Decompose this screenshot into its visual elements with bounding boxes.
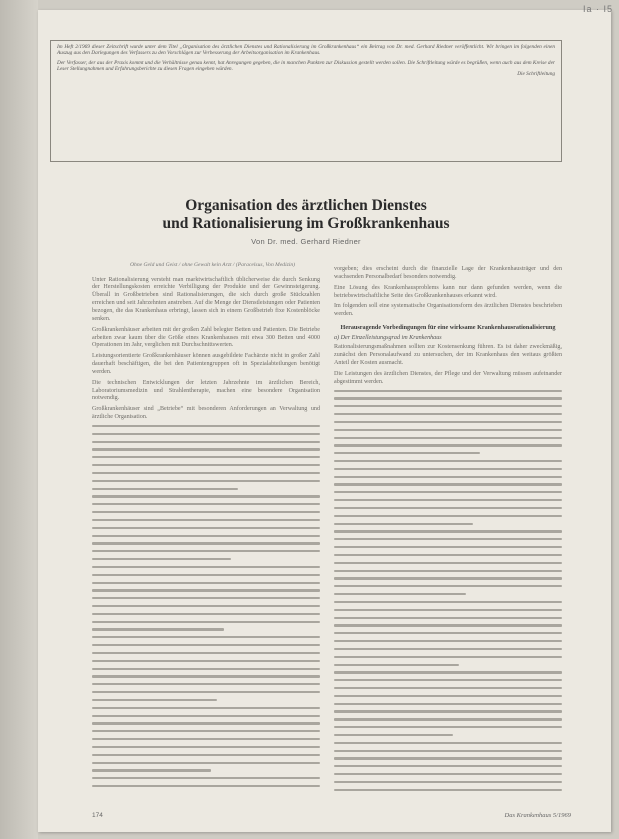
text-line bbox=[334, 679, 562, 681]
text-line bbox=[334, 687, 562, 689]
text-line bbox=[334, 397, 562, 399]
text-line bbox=[92, 566, 320, 568]
text-line bbox=[92, 660, 320, 662]
body-paragraph: Großkrankenhäuser arbeiten mit der großen Zahl belegter Betten und Patienten. Die Betriebe arbeiten zwar kaum über die Größe eines Krankenhauses mit etwa 300 Betten und 4000 Operationen im Jahr, verglichen mit Durchschnittswerten. bbox=[92, 326, 320, 349]
text-line bbox=[334, 695, 562, 697]
text-line bbox=[334, 515, 562, 517]
text-line bbox=[92, 519, 320, 521]
body-text-continuation bbox=[92, 425, 320, 787]
text-line bbox=[92, 762, 320, 764]
body-paragraph: Die Leistungen des ärztlichen Dienstes, der Pflege und der Verwaltung müssen aufeinander abgestimmt werden. bbox=[334, 370, 562, 385]
text-line bbox=[334, 624, 562, 626]
text-line bbox=[334, 523, 473, 525]
text-line bbox=[92, 699, 217, 701]
text-line bbox=[92, 527, 320, 529]
body-paragraph: Eine Lösung des Krankenhausproblems kann nur dann gefunden werden, wenn die betriebswirtschaftliche Seite des Großkrankenhauses erkannt wird. bbox=[334, 284, 562, 299]
editorial-note-box bbox=[50, 40, 562, 162]
text-line bbox=[334, 726, 562, 728]
body-paragraph: Die technischen Entwicklungen der letzten Jahrzehnte im ärztlichen Bereich, Laboratoriumsmedizin und Strahlentherapie, machen eine besondere Organisation notwendig. bbox=[92, 379, 320, 402]
text-line bbox=[92, 542, 320, 544]
text-line bbox=[92, 597, 320, 599]
body-paragraph: Leistungsorientierte Großkrankenhäuser können ausgebildete Fachärzte nicht in großer Zahl dauerhaft beschäftigen, die bei den Patientengruppen oft in Spezialabteilungen benötigt werden. bbox=[92, 353, 320, 375]
section-heading: Herausragende Vorbedingungen für eine wirksame Krankenhausrationalisierung bbox=[340, 324, 556, 332]
page-number: 174 bbox=[92, 812, 103, 819]
text-line bbox=[334, 460, 562, 462]
page-corner-mark: Ia · I5 bbox=[582, 4, 613, 14]
text-line bbox=[92, 715, 320, 717]
article-title bbox=[90, 197, 522, 233]
text-line bbox=[334, 577, 562, 579]
text-line bbox=[334, 499, 562, 501]
text-line bbox=[334, 530, 562, 532]
text-line bbox=[92, 605, 320, 607]
body-text-continuation bbox=[334, 390, 562, 791]
text-line bbox=[334, 734, 453, 736]
text-line bbox=[92, 738, 320, 740]
text-line bbox=[92, 730, 320, 732]
text-line bbox=[334, 765, 562, 767]
editorial-signature: Die Schriftleitung bbox=[517, 70, 555, 77]
text-line bbox=[334, 390, 562, 392]
text-line bbox=[92, 683, 320, 685]
text-line bbox=[92, 691, 320, 693]
text-line bbox=[334, 789, 562, 791]
text-line bbox=[92, 480, 320, 482]
text-line bbox=[334, 648, 562, 650]
text-line bbox=[334, 593, 466, 595]
journal-footer: Das Krankenhaus 5/1969 bbox=[504, 812, 571, 819]
article-title-line: Organisation des ärztlichen Dienstes bbox=[185, 197, 427, 214]
text-line bbox=[92, 503, 320, 505]
text-line bbox=[334, 429, 562, 431]
text-line bbox=[334, 742, 562, 744]
text-line bbox=[92, 495, 320, 497]
body-paragraph: Großkrankenhäuser sind „Betriebe“ mit besonderen Anforderungen an Verwaltung und ärztliche Organisation. bbox=[92, 406, 320, 421]
text-line bbox=[334, 468, 562, 470]
text-line bbox=[334, 671, 562, 673]
text-line bbox=[92, 535, 320, 537]
subsection-heading: a) Der Einzelleistungsgrad im Krankenhaus bbox=[334, 335, 442, 342]
article-author: Von Dr. med. Gerhard Riedner bbox=[251, 237, 361, 246]
epigraph: Ohne Geld und Geist / ohne Gewalt kein Arzt / (Paracelsus, Von Medizin) bbox=[130, 262, 296, 268]
editorial-note-paragraph: Im Heft 2/1969 dieser Zeitschrift wurde unter dem Titel „Organisation des ärztlichen Dienstes und Rationalisierung im Großkrankenhaus“ ein Beitrag von Dr. med. Gerhard Riedner veröffentlicht. Wir bringen im folgenden einen Auszug aus den Darlegungen des Verfassers zu den Vorschlägen zur Verbesserung der Arbeitsorganisation im Krankenhaus. bbox=[57, 44, 555, 57]
article-column-right bbox=[334, 266, 562, 797]
text-line bbox=[92, 488, 238, 490]
text-line bbox=[334, 757, 562, 759]
text-line bbox=[92, 707, 320, 709]
text-line bbox=[92, 472, 320, 474]
text-line bbox=[92, 574, 320, 576]
text-line bbox=[334, 491, 562, 493]
text-line bbox=[92, 582, 320, 584]
text-line bbox=[334, 656, 562, 658]
text-line bbox=[92, 613, 320, 615]
text-line bbox=[92, 456, 320, 458]
text-line bbox=[92, 769, 211, 771]
text-line bbox=[334, 444, 562, 446]
text-line bbox=[334, 437, 562, 439]
body-paragraph: Im folgenden soll eine systematische Organisationsform des ärztlichen Dienstes beschrieben werden. bbox=[334, 303, 562, 318]
text-line bbox=[334, 703, 562, 705]
text-line bbox=[334, 585, 562, 587]
text-line bbox=[92, 777, 320, 779]
text-line bbox=[92, 448, 320, 450]
body-paragraph: Unter Rationalisierung versteht man marktwirtschaftlich üblicherweise die durch Senkung der Herstellungskosten erreichte Verbilligung der Produkte und der Gewinnsteigerung. Überall in Großbetrieben sind Rationalisierungen, die sich durch große Stückzahlen erreichen und seit Jahrzehnten anstreben. Auf die Menge der Dienstleistungen oder Patienten bezogen, die das Krankenhaus erbringt, lassen sich in einem Großbetrieb fixe Kostenblöcke senken. bbox=[92, 276, 320, 322]
text-line bbox=[334, 664, 459, 666]
text-line bbox=[334, 773, 562, 775]
text-line bbox=[334, 483, 562, 485]
text-line bbox=[92, 589, 320, 591]
page-gutter bbox=[0, 0, 38, 839]
text-line bbox=[92, 464, 320, 466]
text-line bbox=[334, 640, 562, 642]
body-paragraph: vorgeben; dies erscheint durch die finanzielle Lage der Krankenhausträger und den wachsenden Personalbedarf besonders notwendig. bbox=[334, 266, 562, 280]
body-paragraph: Rationalisierungsmaßnahmen sollten zur Kostensenkung führen. Es ist daher zweckmäßig, zunächst den Personalaufwand zu untersuchen, der im Krankenhaus den weitaus größten Anteil der Kosten ausmacht. bbox=[334, 344, 562, 366]
text-line bbox=[334, 710, 562, 712]
text-line bbox=[334, 413, 562, 415]
text-line bbox=[92, 433, 320, 435]
text-line bbox=[92, 785, 320, 787]
text-line bbox=[92, 746, 320, 748]
text-line bbox=[92, 441, 320, 443]
text-line bbox=[334, 538, 562, 540]
text-line bbox=[334, 546, 562, 548]
text-line bbox=[334, 452, 480, 454]
text-line bbox=[92, 621, 320, 623]
editorial-note-paragraph: Der Verfasser, der aus der Praxis kommt und die Verhältnisse genau kennt, hat Anregungen gegeben, die in manchen Punkten zur Diskussion gestellt werden sollen. Die Schriftleitung würde es begrüßen, wenn auch aus dem Kreise der Leser Stellungnahmen und Erfahrungsberichte zu diesen Fragen eingehen würden. bbox=[57, 59, 555, 73]
text-line bbox=[92, 644, 320, 646]
text-line bbox=[334, 617, 562, 619]
article-title-line: und Rationalisierung im Großkrankenhaus bbox=[162, 215, 450, 232]
text-line bbox=[92, 550, 320, 552]
text-line bbox=[334, 421, 562, 423]
text-line bbox=[92, 636, 320, 638]
text-line bbox=[334, 718, 562, 720]
text-line bbox=[334, 570, 562, 572]
text-line bbox=[334, 601, 562, 603]
text-line bbox=[92, 668, 320, 670]
text-line bbox=[334, 750, 562, 752]
text-line bbox=[92, 754, 320, 756]
text-line bbox=[92, 652, 320, 654]
text-line bbox=[92, 511, 320, 513]
text-line bbox=[334, 609, 562, 611]
text-line bbox=[334, 476, 562, 478]
text-line bbox=[92, 628, 224, 630]
text-line bbox=[92, 558, 231, 560]
text-line bbox=[334, 562, 562, 564]
article-column-left bbox=[92, 262, 320, 793]
text-line bbox=[334, 507, 562, 509]
text-line bbox=[334, 632, 562, 634]
text-line bbox=[92, 425, 320, 427]
text-line bbox=[92, 722, 320, 724]
text-line bbox=[334, 554, 562, 556]
text-line bbox=[334, 781, 562, 783]
text-line bbox=[334, 405, 562, 407]
text-line bbox=[92, 675, 320, 677]
